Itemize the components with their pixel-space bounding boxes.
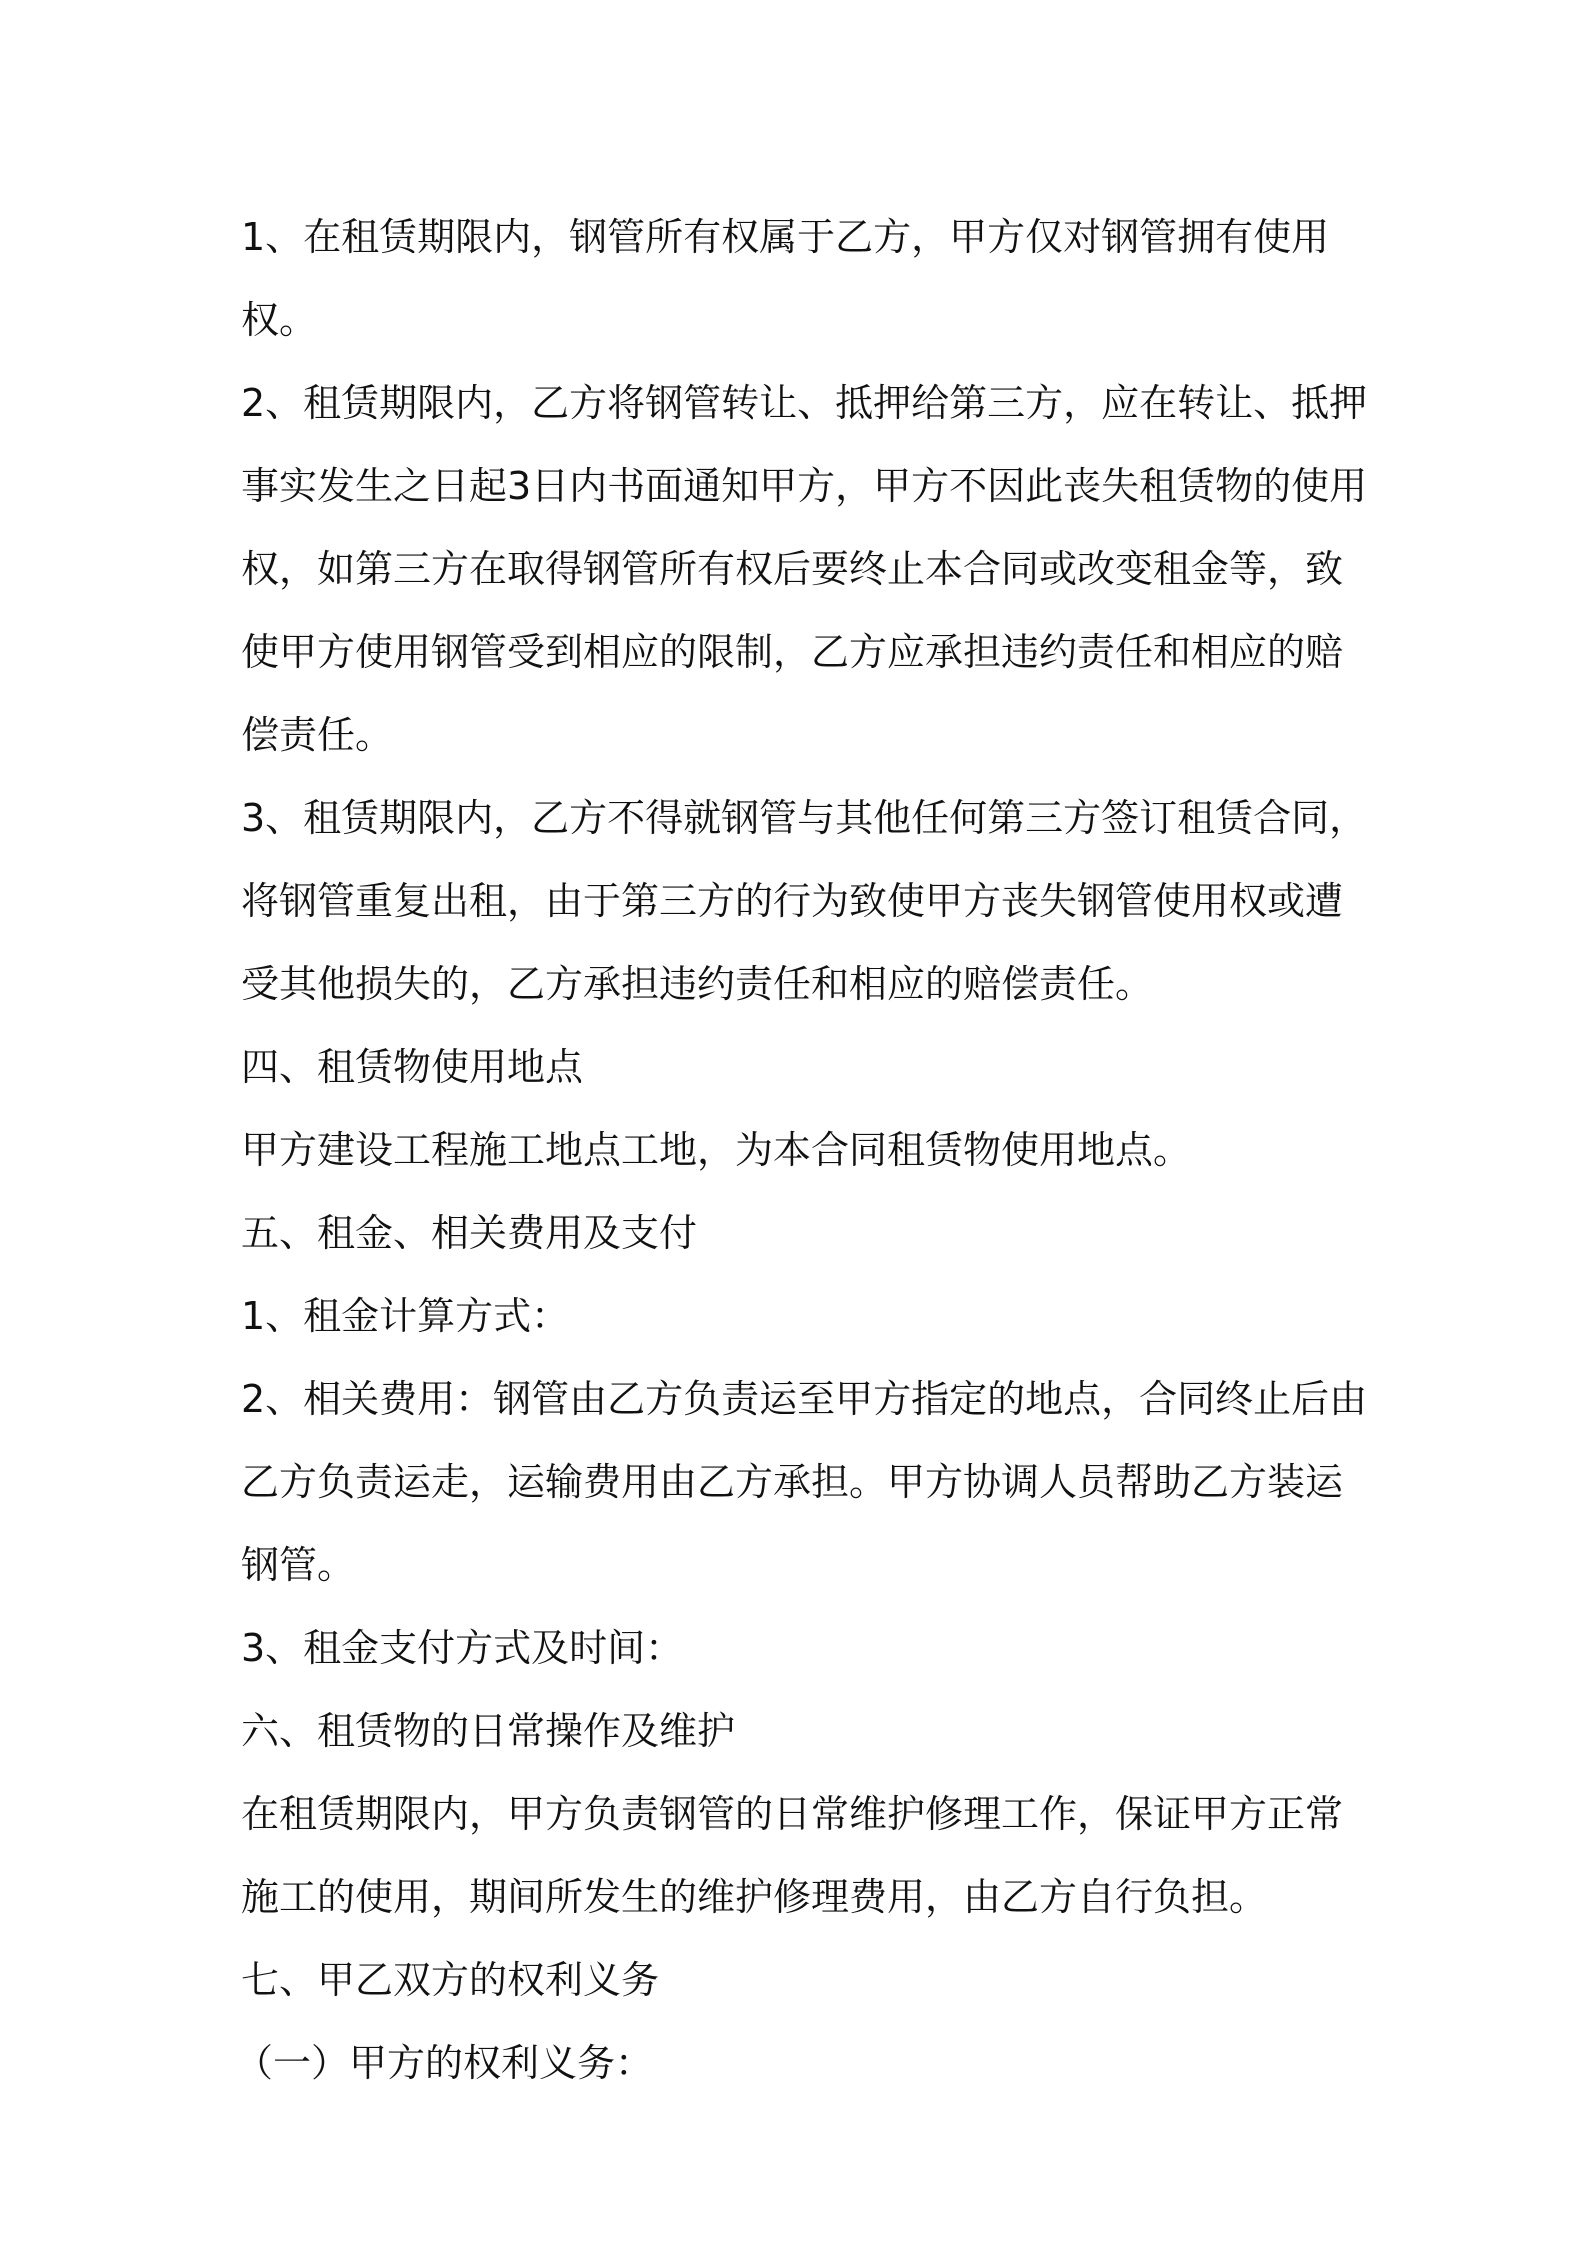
clause-rent-calculation: 1、租金计算方式： <box>241 1294 570 1338</box>
clause-transfer-mortgage: 2、租赁期限内，乙方将钢管转让、抵押给第三方，应在转让、抵押事实发生之日起3日内书面通知甲方，甲方不因此丧失租赁物的使用权，如第三方在取得钢管所有权后要终止本合同或改变租金等，致使甲方使用钢管受到相应的限制，乙方应承担违约责任和相应的赔偿责任。 <box>241 381 1368 757</box>
section-heading-rights-obligations: 七、甲乙双方的权利义务 <box>241 1958 660 2002</box>
section-heading-maintenance: 六、租赁物的日常操作及维护 <box>241 1709 736 1753</box>
clause-related-fees: 2、相关费用：钢管由乙方负责运至甲方指定的地点，合同终止后由乙方负责运走，运输费用由乙方承担。甲方协调人员帮助乙方装运钢管。 <box>241 1377 1368 1587</box>
clause-maintenance: 在租赁期限内，甲方负责钢管的日常维护修理工作，保证甲方正常施工的使用，期间所发生的维护修理费用，由乙方自行负担。 <box>241 1792 1344 1919</box>
subsection-heading-party-a: （一）甲方的权利义务： <box>235 2041 654 2085</box>
section-heading-rent-fees: 五、租金、相关费用及支付 <box>241 1211 698 1255</box>
clause-payment-method: 3、租金支付方式及时间： <box>241 1626 684 1670</box>
clause-usage-location: 甲方建设工程施工地点工地，为本合同租赁物使用地点。 <box>241 1128 1192 1172</box>
clause-ownership: 1、在租赁期限内，钢管所有权属于乙方，甲方仅对钢管拥有使用权。 <box>241 215 1330 342</box>
document-body <box>235 196 1376 2105</box>
clause-no-sublease: 3、租赁期限内，乙方不得就钢管与其他任何第三方签订租赁合同，将钢管重复出租，由于第三方的行为致使甲方丧失钢管使用权或遭受其他损失的，乙方承担违约责任和相应的赔偿责任。 <box>241 796 1368 1006</box>
section-heading-location: 四、租赁物使用地点 <box>241 1045 584 1089</box>
